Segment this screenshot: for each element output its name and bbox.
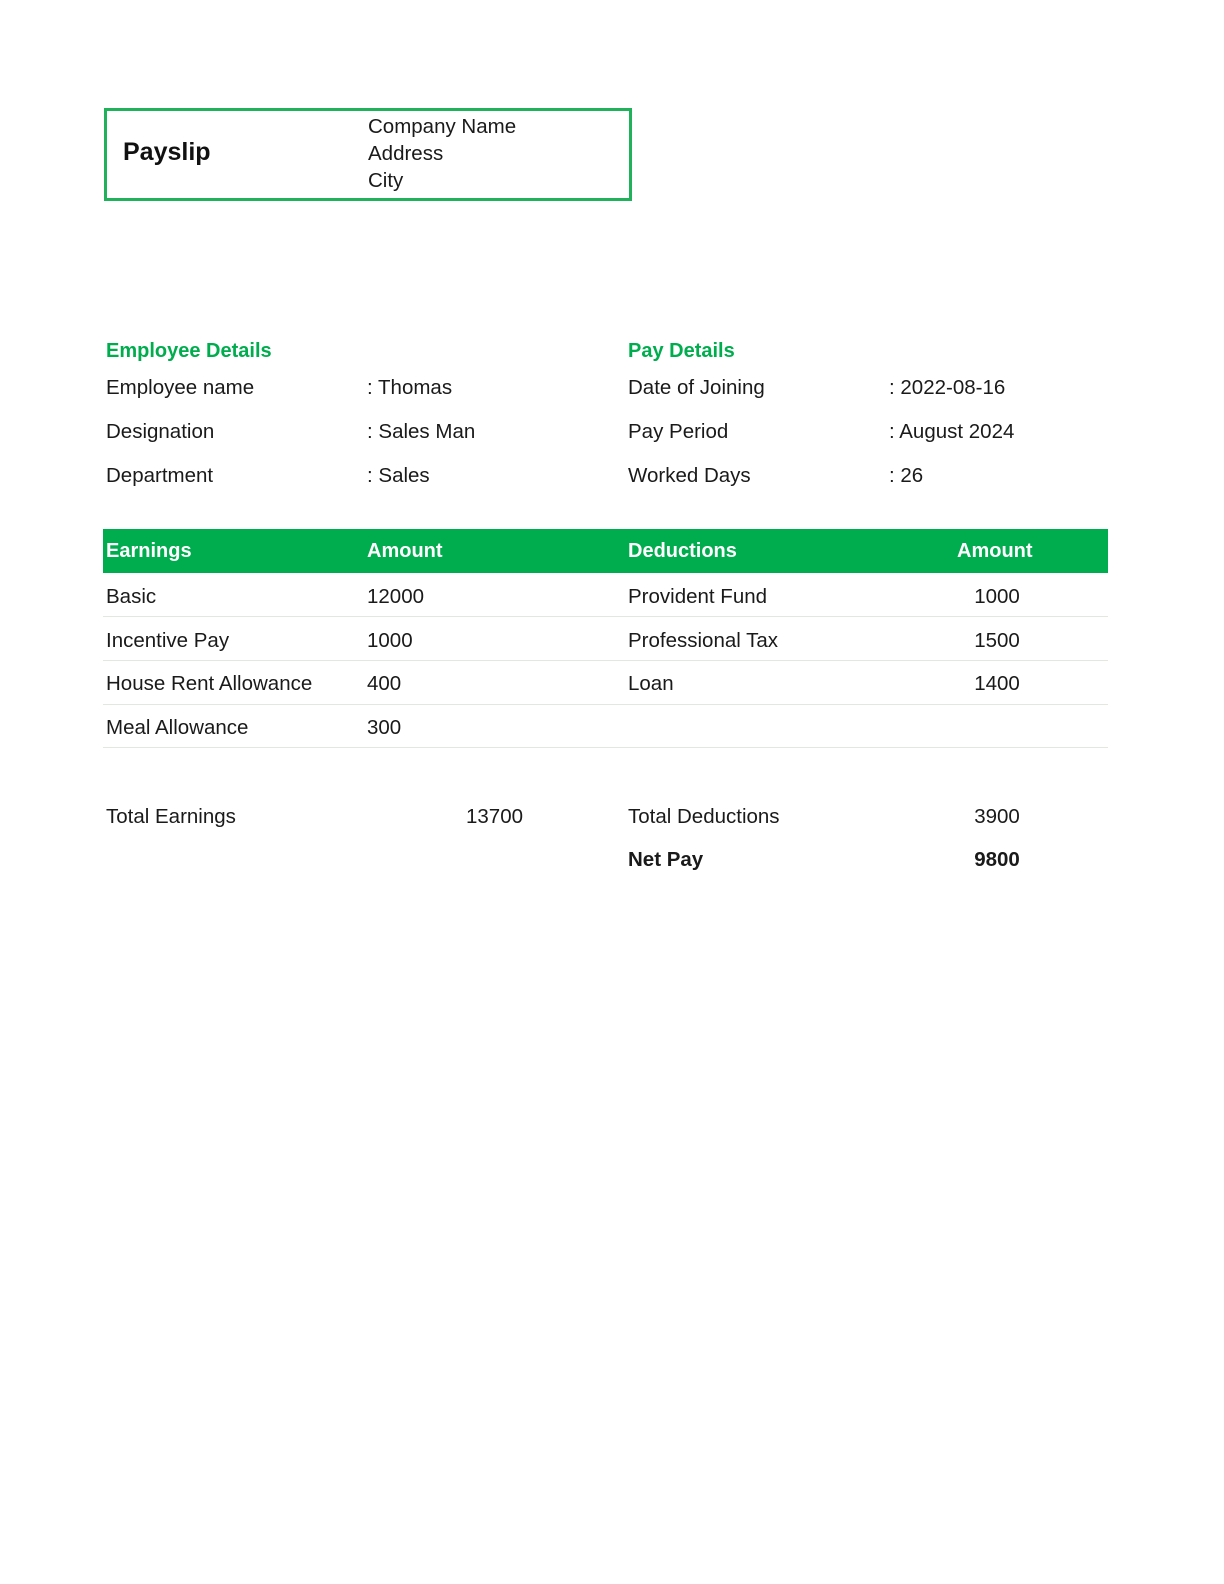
deduction-amount: 1500 <box>974 629 1020 652</box>
earning-name: House Rent Allowance <box>106 672 313 695</box>
company-name: Company Name <box>368 115 517 138</box>
table-row-divider <box>103 704 1108 705</box>
deductions-column-header: Deductions <box>628 540 737 562</box>
employee-details-heading: Employee Details <box>106 340 272 362</box>
company-city: City <box>368 169 404 192</box>
deduction-amount: 1400 <box>974 672 1020 695</box>
deduction-name: Professional Tax <box>628 629 779 652</box>
worked-days-value: : 26 <box>889 464 924 487</box>
earnings-deductions-table-header <box>103 529 1108 573</box>
table-row-divider <box>103 616 1108 617</box>
employee-name-label: Employee name <box>106 376 255 399</box>
table-row-divider <box>103 747 1108 748</box>
total-deductions-label: Total Deductions <box>628 805 780 828</box>
deductions-amount-column-header: Amount <box>957 540 1033 562</box>
earning-amount: 1000 <box>367 629 413 652</box>
net-pay-label: Net Pay <box>628 848 704 871</box>
table-row-divider <box>103 660 1108 661</box>
earning-amount: 300 <box>367 716 402 739</box>
department-label: Department <box>106 464 214 487</box>
total-earnings-label: Total Earnings <box>106 805 236 828</box>
company-address: Address <box>368 142 444 165</box>
deduction-name: Provident Fund <box>628 585 768 608</box>
net-pay-value: 9800 <box>974 848 1020 871</box>
earning-amount: 12000 <box>367 585 425 608</box>
designation-value: : Sales Man <box>367 420 476 443</box>
payslip-title: Payslip <box>123 138 211 166</box>
earning-name: Incentive Pay <box>106 629 230 652</box>
employee-name-value: : Thomas <box>367 376 453 399</box>
date-of-joining-label: Date of Joining <box>628 376 765 399</box>
earning-amount: 400 <box>367 672 402 695</box>
earnings-column-header: Earnings <box>106 540 192 562</box>
designation-label: Designation <box>106 420 215 443</box>
department-value: : Sales <box>367 464 430 487</box>
earning-name: Meal Allowance <box>106 716 249 739</box>
earning-name: Basic <box>106 585 157 608</box>
worked-days-label: Worked Days <box>628 464 751 487</box>
earnings-amount-column-header: Amount <box>367 540 443 562</box>
pay-period-value: : August 2024 <box>889 420 1015 443</box>
date-of-joining-value: : 2022-08-16 <box>889 376 1006 399</box>
total-earnings-value: 13700 <box>466 805 524 828</box>
deduction-amount: 1000 <box>974 585 1020 608</box>
deduction-name: Loan <box>628 672 674 695</box>
payslip-header-box <box>104 108 632 201</box>
pay-details-heading: Pay Details <box>628 340 735 362</box>
pay-period-label: Pay Period <box>628 420 729 443</box>
total-deductions-value: 3900 <box>974 805 1020 828</box>
